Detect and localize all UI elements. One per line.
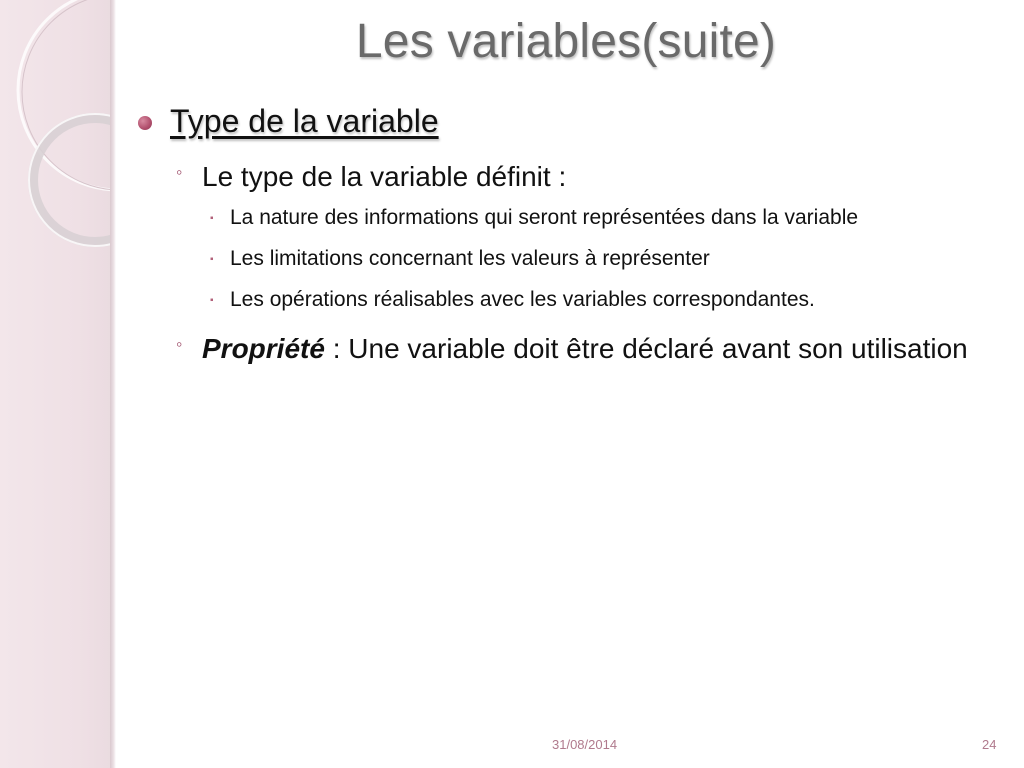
bullet-dot-icon <box>138 116 152 130</box>
small-bullet-icon: ▪ <box>210 253 214 265</box>
subitem-text: La nature des informations qui seront représentées dans la variable <box>230 206 859 229</box>
bullet-type-de-la-variable <box>138 103 439 140</box>
item-propriete-text <box>202 330 968 368</box>
slide-title: Les variables(suite) <box>355 15 777 68</box>
subitem-text: Les opérations réalisables avec les variables correspondantes. <box>230 288 815 311</box>
item-propriete <box>176 330 1006 368</box>
bullet-l1-text: Type de la variable <box>170 103 439 139</box>
subitem-nature <box>210 206 1010 230</box>
ring-bullet-icon: ◦ <box>176 162 183 182</box>
subitem-operations <box>210 288 1010 312</box>
subitem-limitations <box>210 247 1010 271</box>
ring-bullet-icon: ◦ <box>176 334 183 354</box>
side-band-edge <box>110 0 116 768</box>
decorative-circles-icon <box>0 0 112 260</box>
small-bullet-icon: ▪ <box>210 212 214 224</box>
propriete-body: : Une variable doit être déclaré avant son utilisation <box>324 333 968 364</box>
footer-date: 31/08/2014 <box>552 737 618 752</box>
subitem-text: Les limitations concernant les valeurs à représenter <box>230 247 710 270</box>
item-definit-text: Le type de la variable définit : <box>202 161 567 192</box>
small-bullet-icon: ▪ <box>210 294 214 306</box>
propriete-label: Propriété <box>202 333 325 364</box>
item-definit <box>176 158 1006 196</box>
page-number: 24 <box>982 737 997 752</box>
side-band <box>0 0 112 768</box>
